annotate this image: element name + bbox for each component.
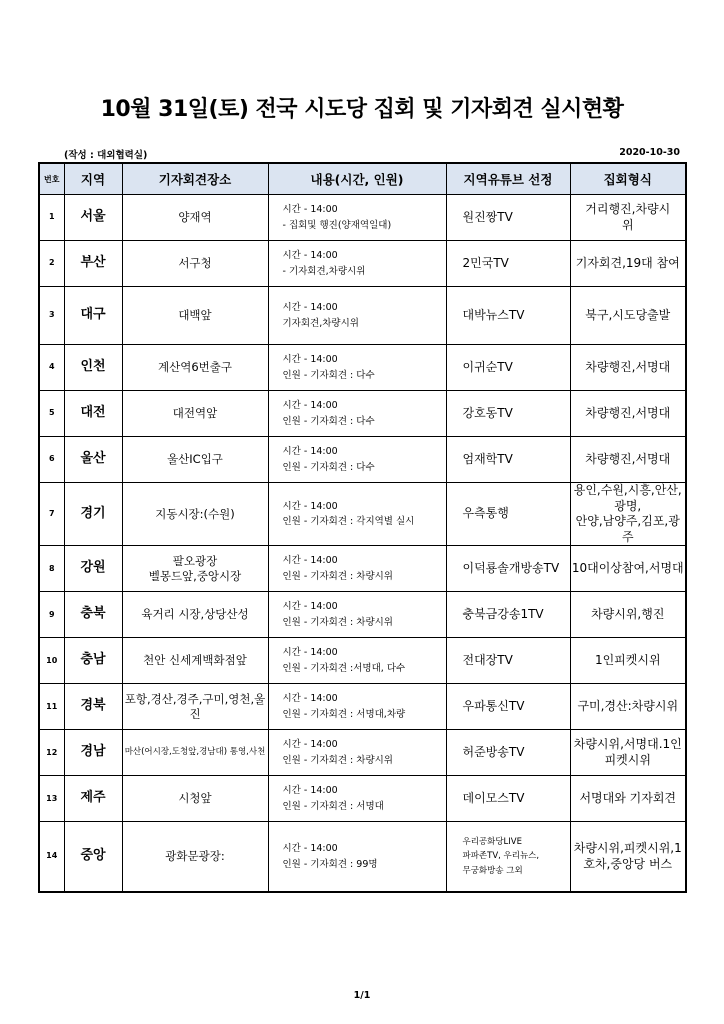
- cell-content-line: 시간 - 14:00: [282, 785, 338, 797]
- cell-format: [570, 776, 686, 822]
- cell-place: [122, 241, 268, 287]
- cell-format-line: 호차,중앙당 버스: [583, 856, 673, 871]
- cell-youtube-line: 엄재학TV: [462, 451, 513, 466]
- cell-format: [570, 592, 686, 638]
- cell-place-line: 시청앞: [178, 791, 212, 806]
- cell-place-line: 대백앞: [178, 308, 212, 323]
- status-table: [38, 162, 687, 893]
- table-row: [39, 822, 686, 892]
- table-row: [39, 345, 686, 391]
- cell-region: 경기: [64, 483, 122, 546]
- cell-no: 13: [39, 776, 64, 822]
- cell-region: 경남: [64, 730, 122, 776]
- cell-format-line: 기자회견,19대 참여: [575, 255, 680, 270]
- cell-place: [122, 195, 268, 241]
- cell-place-line: 대전역앞: [172, 406, 218, 421]
- cell-format: [570, 345, 686, 391]
- cell-format-line: 거리행진,차량시: [585, 201, 671, 216]
- cell-content-line: 인원 - 기자회견 : 99명: [282, 858, 378, 870]
- cell-no: 7: [39, 483, 64, 546]
- cell-content-line: 인원 - 기자회견 : 차량시위: [282, 616, 393, 628]
- cell-content-line: 인원 - 기자회견 : 각지역별 실시: [282, 516, 415, 528]
- cell-content-line: 인원 - 기자회견 : 다수: [282, 461, 375, 473]
- cell-youtube: [446, 776, 570, 822]
- cell-place-line: 육거리 시장,상당산성: [141, 607, 249, 622]
- cell-youtube-line: 2민국TV: [462, 255, 509, 270]
- cell-content-line: 시간 - 14:00: [282, 601, 338, 613]
- cell-content-line: 시간 - 14:00: [282, 353, 338, 365]
- cell-content: [268, 391, 446, 437]
- cell-content-line: 시간 - 14:00: [282, 445, 338, 457]
- cell-format: [570, 684, 686, 730]
- header-youtube: 지역유튜브 선정: [446, 163, 570, 195]
- cell-youtube-line: 전대장TV: [462, 653, 513, 668]
- cell-no: 11: [39, 684, 64, 730]
- cell-place: [122, 638, 268, 684]
- cell-youtube-line: 파파존TV, 우리뉴스,: [462, 851, 540, 862]
- cell-youtube-line: 충북금강송1TV: [462, 607, 544, 622]
- cell-content-line: 인원 - 기자회견 : 다수: [282, 415, 375, 427]
- cell-region: 중앙: [64, 822, 122, 892]
- table-row: [39, 592, 686, 638]
- cell-youtube-line: 허준방송TV: [462, 745, 525, 760]
- table-row: [39, 241, 686, 287]
- cell-place-line: 광화문광장:: [165, 849, 225, 864]
- table-row: [39, 546, 686, 592]
- cell-content-line: 시간 - 14:00: [282, 203, 338, 215]
- cell-place: [122, 391, 268, 437]
- cell-youtube: [446, 345, 570, 391]
- cell-region: 강원: [64, 546, 122, 592]
- cell-format-line: 위: [621, 217, 634, 232]
- cell-content-line: 인원 - 기자회견 : 서명대: [282, 800, 384, 812]
- author-label: (작성 : 대외협력실): [64, 150, 148, 161]
- cell-content: [268, 241, 446, 287]
- header-region: 지역: [64, 163, 122, 195]
- cell-no: 6: [39, 437, 64, 483]
- cell-youtube-line: 이덕룡솔개방송TV: [462, 561, 560, 576]
- cell-no: 1: [39, 195, 64, 241]
- cell-content-line: 시간 - 14:00: [282, 500, 338, 512]
- cell-youtube: [446, 437, 570, 483]
- header-place: 기자회견장소: [122, 163, 268, 195]
- cell-format-line: 안양,남양주,김포,광주: [575, 514, 680, 544]
- cell-content: [268, 822, 446, 892]
- cell-youtube: [446, 684, 570, 730]
- cell-region: 충북: [64, 592, 122, 638]
- table-row: [39, 195, 686, 241]
- cell-region: 충남: [64, 638, 122, 684]
- cell-content-line: 인원 - 기자회견 : 다수: [282, 369, 375, 381]
- cell-place: [122, 822, 268, 892]
- cell-format-line: 피켓시위: [604, 752, 651, 767]
- cell-youtube-line: 이귀순TV: [462, 359, 513, 374]
- cell-content-line: - 집회및 행진(양재역일대): [282, 219, 392, 231]
- cell-region: 인천: [64, 345, 122, 391]
- cell-youtube-line: 우파통신TV: [462, 699, 525, 714]
- cell-format-line: 차량시위,피켓시위,1: [573, 841, 682, 856]
- cell-place: [122, 437, 268, 483]
- cell-place: [122, 730, 268, 776]
- cell-format-line: 북구,시도당출발: [585, 307, 671, 322]
- cell-youtube: [446, 195, 570, 241]
- date-label: 2020-10-30: [619, 147, 680, 158]
- table-row: [39, 638, 686, 684]
- cell-youtube-line: 우측통행: [462, 506, 509, 521]
- cell-no: 8: [39, 546, 64, 592]
- cell-place: [122, 345, 268, 391]
- cell-no: 14: [39, 822, 64, 892]
- cell-content: [268, 483, 446, 546]
- cell-format: [570, 822, 686, 892]
- cell-youtube: [446, 822, 570, 892]
- cell-content-line: 시간 - 14:00: [282, 555, 338, 567]
- cell-format-line: 차량행진,서명대: [585, 451, 671, 466]
- cell-no: 4: [39, 345, 64, 391]
- cell-region: 경북: [64, 684, 122, 730]
- cell-format-line: 구미,경산:차량시위: [577, 699, 679, 714]
- cell-youtube-line: 대박뉴스TV: [462, 307, 525, 322]
- cell-format: [570, 483, 686, 546]
- cell-place-line: 지동시장:(수원): [155, 506, 235, 521]
- cell-format-line: 용인,수원,시흥,안산,광명,: [573, 483, 682, 513]
- cell-place-line: 포항,경산,경주,구미,영천,울진: [124, 691, 266, 721]
- cell-content-line: 인원 - 기자회견 :서명대, 다수: [282, 662, 406, 674]
- cell-no: 12: [39, 730, 64, 776]
- cell-region: 대구: [64, 287, 122, 345]
- cell-content: [268, 345, 446, 391]
- cell-place: [122, 592, 268, 638]
- cell-place-line: 양재역: [178, 210, 212, 225]
- cell-content-line: 시간 - 14:00: [282, 693, 338, 705]
- cell-place-line: 서구청: [178, 256, 212, 271]
- cell-format: [570, 195, 686, 241]
- table-row: [39, 437, 686, 483]
- cell-no: 2: [39, 241, 64, 287]
- cell-place-line: 계산역6번출구: [158, 360, 232, 375]
- cell-youtube-line: 무궁화방송 그외: [462, 865, 523, 876]
- cell-format: [570, 437, 686, 483]
- cell-format: [570, 241, 686, 287]
- cell-content-line: 시간 - 14:00: [282, 739, 338, 751]
- cell-format: [570, 638, 686, 684]
- page-number: 1/1: [353, 990, 371, 1001]
- cell-youtube: [446, 241, 570, 287]
- table-row: [39, 776, 686, 822]
- cell-place-line: 울산IC입구: [167, 452, 223, 467]
- cell-no: 9: [39, 592, 64, 638]
- cell-content: [268, 684, 446, 730]
- cell-format-line: 10대이상참여,서명대: [571, 561, 684, 576]
- page-title: 10월 31일(토) 전국 시도당 집회 및 기자회견 실시현황: [100, 97, 624, 122]
- cell-format: [570, 391, 686, 437]
- header-content: 내용(시간, 인원): [268, 163, 446, 195]
- cell-youtube: [446, 483, 570, 546]
- cell-content: [268, 730, 446, 776]
- cell-format-line: 차량행진,서명대: [585, 359, 671, 374]
- cell-place: [122, 483, 268, 546]
- cell-content: [268, 638, 446, 684]
- cell-youtube-line: 강호동TV: [462, 405, 513, 420]
- table-row: [39, 483, 686, 546]
- cell-content-line: 시간 - 14:00: [282, 647, 338, 659]
- cell-content: [268, 437, 446, 483]
- cell-format: [570, 730, 686, 776]
- cell-youtube: [446, 592, 570, 638]
- cell-content: [268, 287, 446, 345]
- cell-format-line: 차량행진,서명대: [585, 405, 671, 420]
- cell-content: [268, 592, 446, 638]
- cell-region: 울산: [64, 437, 122, 483]
- cell-format-line: 서명대와 기자회견: [579, 791, 677, 806]
- cell-content-line: - 기자회견,차량시위: [282, 265, 366, 277]
- cell-content-line: 시간 - 14:00: [282, 399, 338, 411]
- cell-youtube: [446, 287, 570, 345]
- cell-place: [122, 287, 268, 345]
- cell-no: 10: [39, 638, 64, 684]
- cell-format: [570, 546, 686, 592]
- cell-format-line: 1인피켓시위: [594, 653, 661, 668]
- cell-content-line: 시간 - 14:00: [282, 301, 338, 313]
- header-format: 집회형식: [570, 163, 686, 195]
- cell-youtube: [446, 546, 570, 592]
- cell-region: 부산: [64, 241, 122, 287]
- cell-region: 제주: [64, 776, 122, 822]
- cell-content: [268, 546, 446, 592]
- cell-place-line: 벨몽드앞,중앙시장: [148, 568, 242, 583]
- cell-place: [122, 776, 268, 822]
- table-row: [39, 684, 686, 730]
- cell-place-line: 마산(어시장,도청앞,경남대) 통영,사천: [124, 747, 266, 758]
- cell-youtube: [446, 730, 570, 776]
- cell-content-line: 기자회견,차량시위: [282, 317, 359, 329]
- cell-youtube: [446, 638, 570, 684]
- cell-format: [570, 287, 686, 345]
- cell-no: 3: [39, 287, 64, 345]
- table-row: [39, 391, 686, 437]
- table-row: [39, 730, 686, 776]
- cell-place-line: 천안 신세계백화점앞: [143, 653, 247, 668]
- cell-format-line: 차량시위,행진: [591, 607, 665, 622]
- table-row: [39, 287, 686, 345]
- cell-format-line: 차량시위,서명대.1인: [573, 737, 682, 752]
- cell-content: [268, 776, 446, 822]
- table-header-row: [39, 163, 686, 195]
- cell-place: [122, 684, 268, 730]
- header-no: 번호: [39, 163, 64, 195]
- cell-youtube-line: 우리공화당LIVE: [462, 836, 522, 847]
- cell-youtube-line: 데이모스TV: [462, 791, 525, 806]
- cell-content-line: 시간 - 14:00: [282, 842, 338, 854]
- cell-content-line: 인원 - 기자회견 : 서명대,차량: [282, 708, 406, 720]
- cell-content-line: 인원 - 기자회견 : 차량시위: [282, 754, 393, 766]
- cell-content: [268, 195, 446, 241]
- cell-youtube: [446, 391, 570, 437]
- cell-youtube-line: 원진짱TV: [462, 209, 513, 224]
- cell-no: 5: [39, 391, 64, 437]
- cell-region: 대전: [64, 391, 122, 437]
- cell-content-line: 인원 - 기자회견 : 차량시위: [282, 570, 393, 582]
- cell-place-line: 팔오광장: [172, 553, 218, 568]
- cell-region: 서울: [64, 195, 122, 241]
- cell-content-line: 시간 - 14:00: [282, 249, 338, 261]
- cell-place: [122, 546, 268, 592]
